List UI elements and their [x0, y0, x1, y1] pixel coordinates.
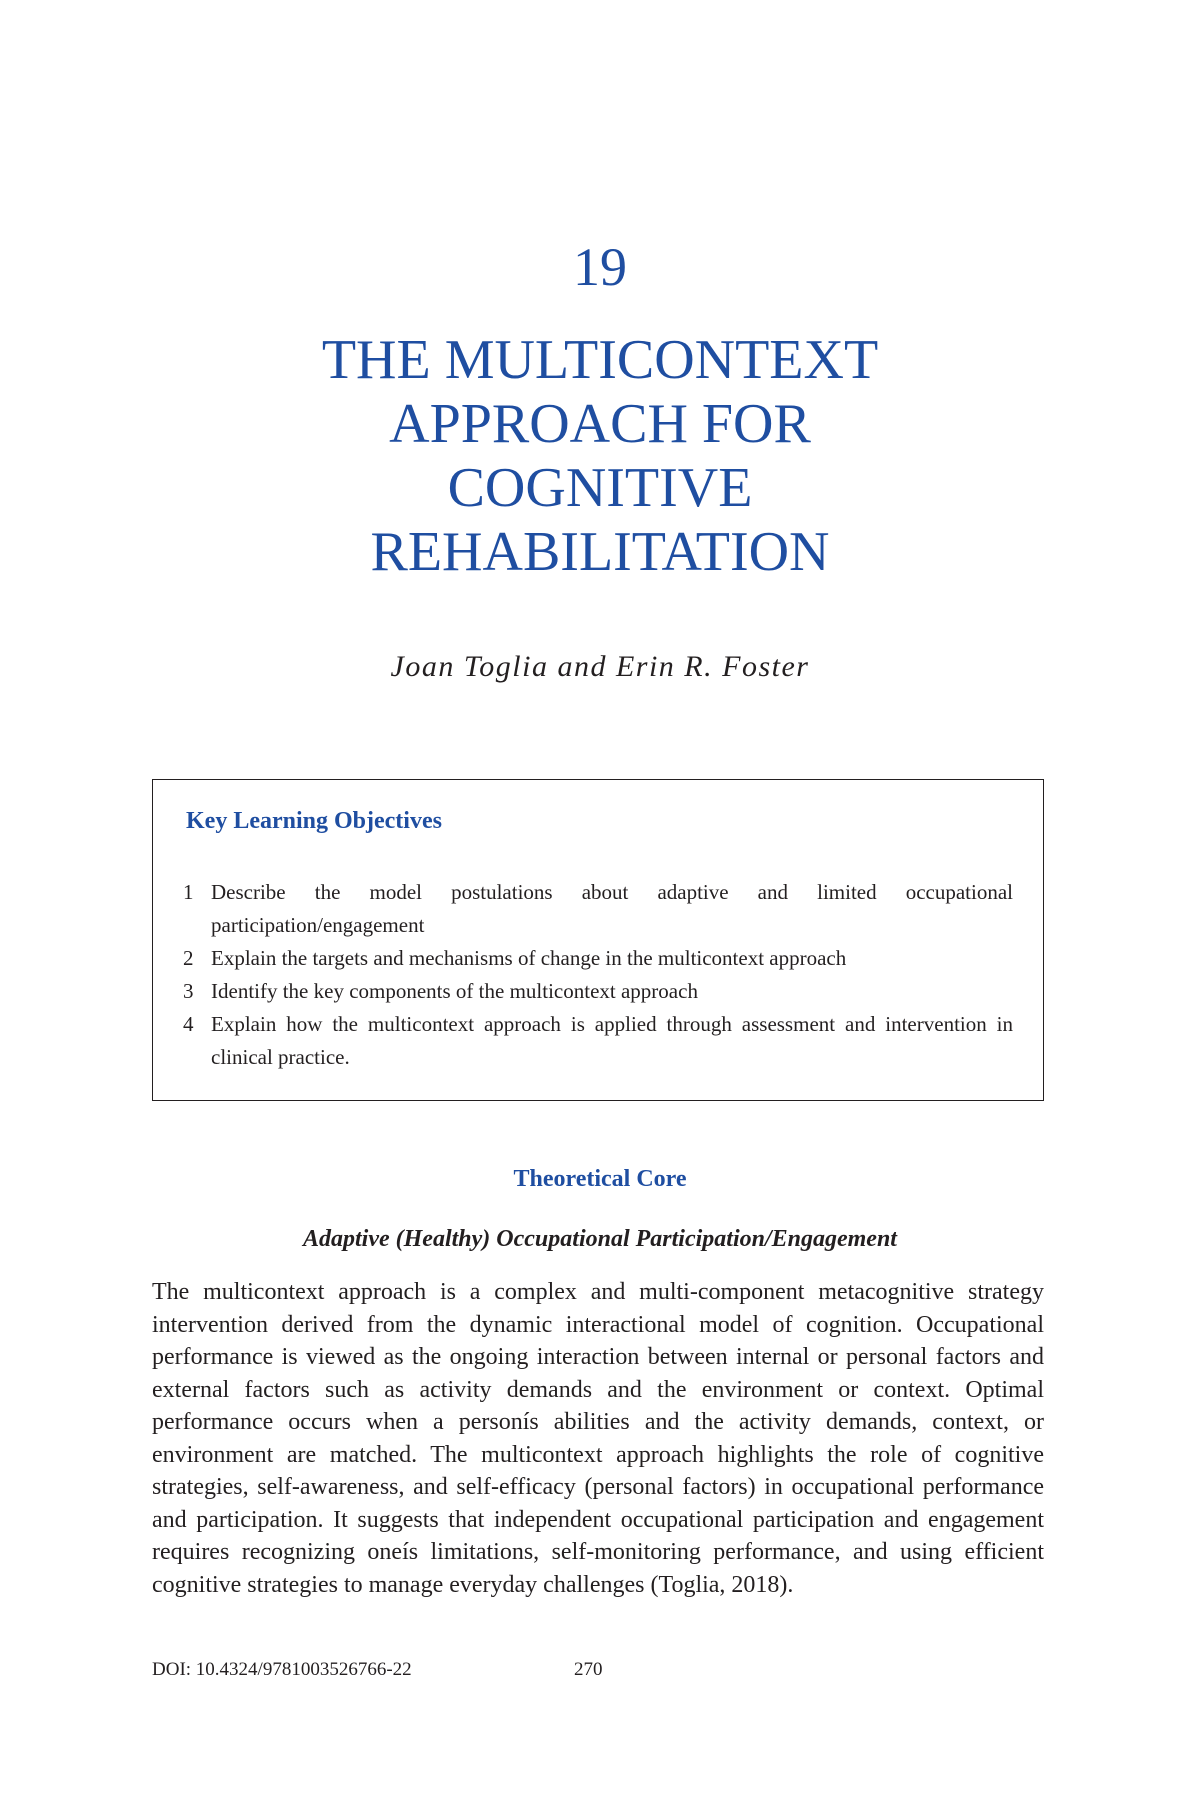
learning-objectives-box — [152, 779, 1044, 1101]
objective-item — [183, 1008, 1013, 1074]
objective-text: Explain the targets and mechanisms of change in the multicontext approach — [211, 946, 847, 970]
objective-number: 2 — [183, 946, 194, 970]
footer-doi: DOI: 10.4324/9781003526766-22 — [152, 1659, 412, 1680]
objective-item — [183, 975, 1013, 1008]
learning-objectives-heading: Key Learning Objectives — [186, 808, 442, 834]
page-number: 270 — [574, 1659, 603, 1680]
objective-item — [183, 942, 1013, 975]
chapter-title — [200, 328, 1000, 584]
chapter-authors: Joan Toglia and Erin R. Foster — [390, 650, 810, 683]
subsection-heading: Adaptive (Healthy) Occupational Participation/Engagement — [303, 1226, 897, 1252]
body-paragraph: The multicontext approach is a complex and multi-component metacognitive strategy intervention derived from the dynamic interactional model of cognition. Occupational performance is viewed as the ongoing interaction between internal or personal factors and external factors such as activity demands and the environment or context. Optimal performance occurs when a personís abilities and the activity demands, context, or environment are matched. The multicontext approach highlights the role of cognitive strategies, self-awareness, and self-efficacy (personal factors) in occupational performance and participation. It suggests that independent occupational participation and engagement requires recognizing oneís limitations, self-monitoring performance, and using efficient cognitive strategies to manage everyday challenges (Toglia, 2018). — [152, 1279, 1044, 1598]
objective-number: 4 — [183, 1012, 194, 1036]
objective-text: Identify the key components of the multicontext approach — [211, 979, 698, 1003]
objective-item — [183, 876, 1013, 942]
chapter-title-line: THE MULTICONTEXT — [321, 329, 879, 391]
chapter-number: 19 — [573, 237, 627, 297]
objective-text: Describe the model postulations about adaptive and limited occupational participation/engagement — [211, 880, 1013, 937]
learning-objectives-list — [183, 876, 1013, 1074]
chapter-title-line: REHABILITATION — [370, 521, 830, 583]
objective-number: 1 — [183, 880, 194, 904]
chapter-title-line: COGNITIVE — [447, 457, 753, 519]
objective-number: 3 — [183, 979, 194, 1003]
objective-text: Explain how the multicontext approach is applied through assessment and intervention in clinical practice. — [211, 1012, 1013, 1069]
chapter-title-line: APPROACH FOR — [389, 393, 811, 455]
section-heading: Theoretical Core — [513, 1166, 687, 1192]
